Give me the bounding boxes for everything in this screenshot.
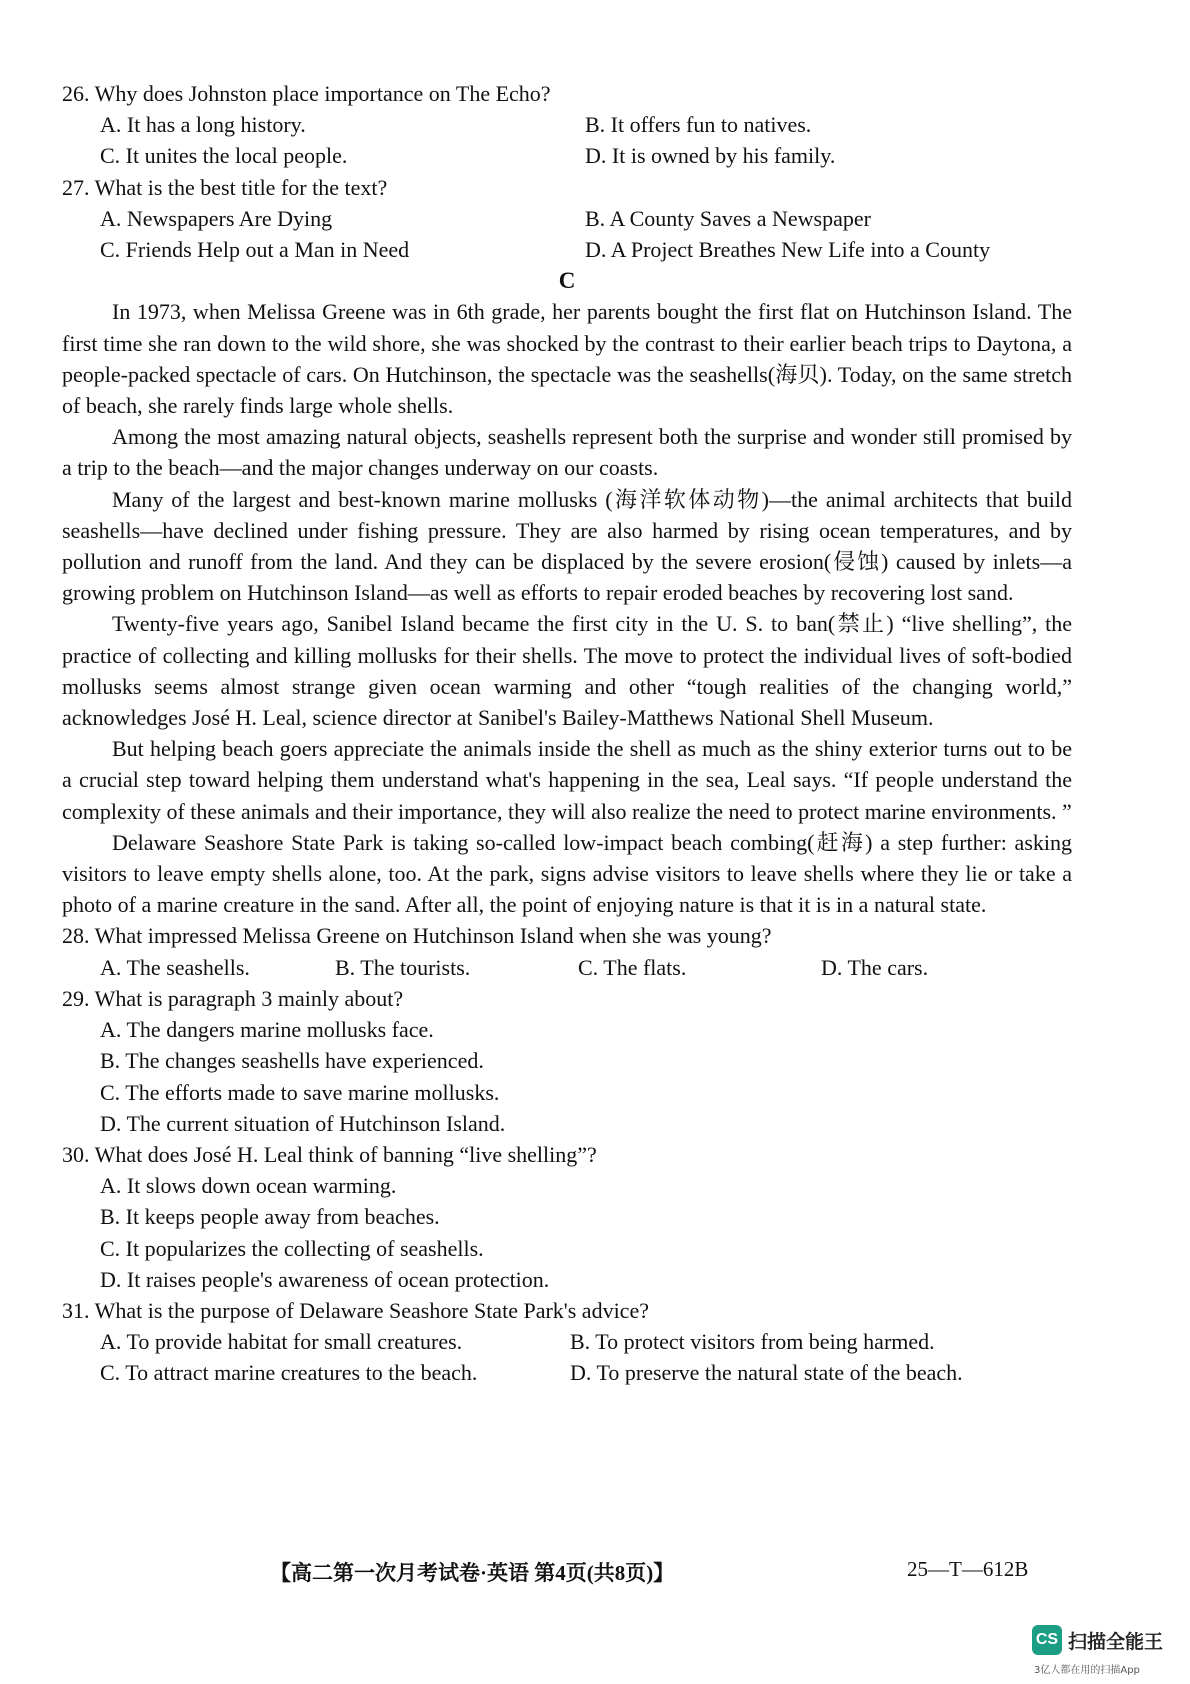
question-stem: 29. What is paragraph 3 mainly about? — [62, 985, 404, 1011]
passage-paragraph: Many of the largest and best-known marine mollusks (海洋软体动物)—the animal architects that build seashells—have declined under fishing pressure. They are also harmed by rising ocean temperatures, and by pollution and runoff from the land. And they can be displaced by the severe erosion(侵蚀) caused by inlets—a growing problem on Hutchinson Island—as well as efforts to repair eroded beaches by recovering lost sand. — [62, 486, 1072, 606]
option-a: A. It has a long history. — [100, 112, 306, 138]
passage-paragraph: Twenty-five years ago, Sanibel Island became the first city in the U. S. to ban(禁止) “live shelling”, the practice of collecting and killing mollusks for their shells. The move to protect the individual lives of soft-bodied mollusks seems almost strange given ocean warming and other “tough realities of the changing world,” acknowledges José H. Leal, science director at Sanibel's Bailey-Matthews National Shell Museum. — [62, 611, 1072, 731]
option-c: C. The efforts made to save marine mollusks. — [100, 1079, 500, 1105]
passage-paragraph: But helping beach goers appreciate the animals inside the shell as much as the shiny exterior turns out to be a crucial step toward helping them understand what's happening in the sea, Leal says. “If people understand the complexity of these animals and their importance, they will also realize the need to protect marine environments. ” — [62, 736, 1072, 824]
paper-code: 25—T—612B — [907, 1557, 1029, 1581]
question-stem: 30. What does José H. Leal think of banning “live shelling”? — [62, 1141, 597, 1167]
option-d: D. It is owned by his family. — [585, 143, 836, 169]
option-b: B. The changes seashells have experienced. — [100, 1048, 484, 1074]
exam-page — [62, 78, 1072, 1389]
question-stem: 28. What impressed Melissa Greene on Hutchinson Island when she was young? — [62, 923, 772, 949]
question-28 — [62, 920, 1072, 982]
option-b: B. It offers fun to natives. — [585, 112, 812, 138]
option-a: A. The dangers marine mollusks face. — [100, 1017, 434, 1043]
option-d: D. The cars. — [821, 954, 929, 980]
option-a: A. To provide habitat for small creatures. — [100, 1329, 463, 1355]
option-b: B. The tourists. — [335, 954, 471, 980]
option-c: C. It unites the local people. — [100, 143, 348, 169]
option-c: C. Friends Help out a Man in Need — [100, 237, 410, 263]
option-a: A. Newspapers Are Dying — [100, 205, 333, 231]
scanner-watermark — [1032, 1625, 1172, 1675]
question-stem: 27. What is the best title for the text? — [62, 174, 388, 200]
option-c: C. The flats. — [578, 954, 687, 980]
option-b: B. It keeps people away from beaches. — [100, 1204, 440, 1230]
passage-paragraph: Delaware Seashore State Park is taking so-called low-impact beach combing(赶海) a step further: asking visitors to leave empty shells alone, too. At the park, signs advise visitors to leave shells where they lie or take a photo of a marine creature in the sand. After all, the point of enjoying nature is that it is in a natural state. — [62, 829, 1072, 918]
option-c: C. To attract marine creatures to the beach. — [100, 1360, 478, 1386]
option-d: D. A Project Breathes New Life into a County — [585, 237, 991, 263]
option-d: D. The current situation of Hutchinson Island. — [100, 1110, 506, 1136]
footer-title: 【高二第一次月考试卷·英语 第4页(共8页)】 — [270, 1561, 675, 1585]
question-27 — [62, 172, 1072, 266]
option-d: D. To preserve the natural state of the beach. — [570, 1360, 963, 1386]
question-26 — [62, 78, 1072, 172]
passage-paragraph: Among the most amazing natural objects, seashells represent both the surprise and wonder still promised by a trip to the beach—and the major changes underway on our coasts. — [62, 424, 1072, 481]
camscanner-logo-icon: CS — [1032, 1625, 1062, 1655]
question-31 — [62, 1295, 1072, 1389]
watermark-name: 扫描全能王 — [1068, 1631, 1164, 1653]
option-c: C. It popularizes the collecting of seashells. — [100, 1235, 484, 1261]
option-b: B. A County Saves a Newspaper — [585, 205, 871, 231]
question-29 — [62, 983, 1072, 1139]
option-a: A. The seashells. — [100, 954, 250, 980]
question-stem: 31. What is the purpose of Delaware Seashore State Park's advice? — [62, 1297, 649, 1323]
section-heading: C — [558, 268, 576, 294]
watermark-tagline: 3亿人都在用的扫描App — [1034, 1665, 1140, 1676]
option-d: D. It raises people's awareness of ocean protection. — [100, 1266, 550, 1292]
question-30 — [62, 1139, 1072, 1295]
question-stem: 26. Why does Johnston place importance on The Echo? — [62, 81, 551, 106]
passage-paragraph: In 1973, when Melissa Greene was in 6th grade, her parents bought the first flat on Hutchinson Island. The first time she ran down to the wild shore, she was shocked by the contrast to their earlier beach trips to Daytona, a people-packed spectacle of cars. On Hutchinson, the spectacle was the seashells(海贝). Today, on the same stretch of beach, she rarely finds large whole shells. — [62, 299, 1072, 419]
option-a: A. It slows down ocean warming. — [100, 1173, 397, 1199]
option-b: B. To protect visitors from being harmed. — [570, 1329, 935, 1355]
